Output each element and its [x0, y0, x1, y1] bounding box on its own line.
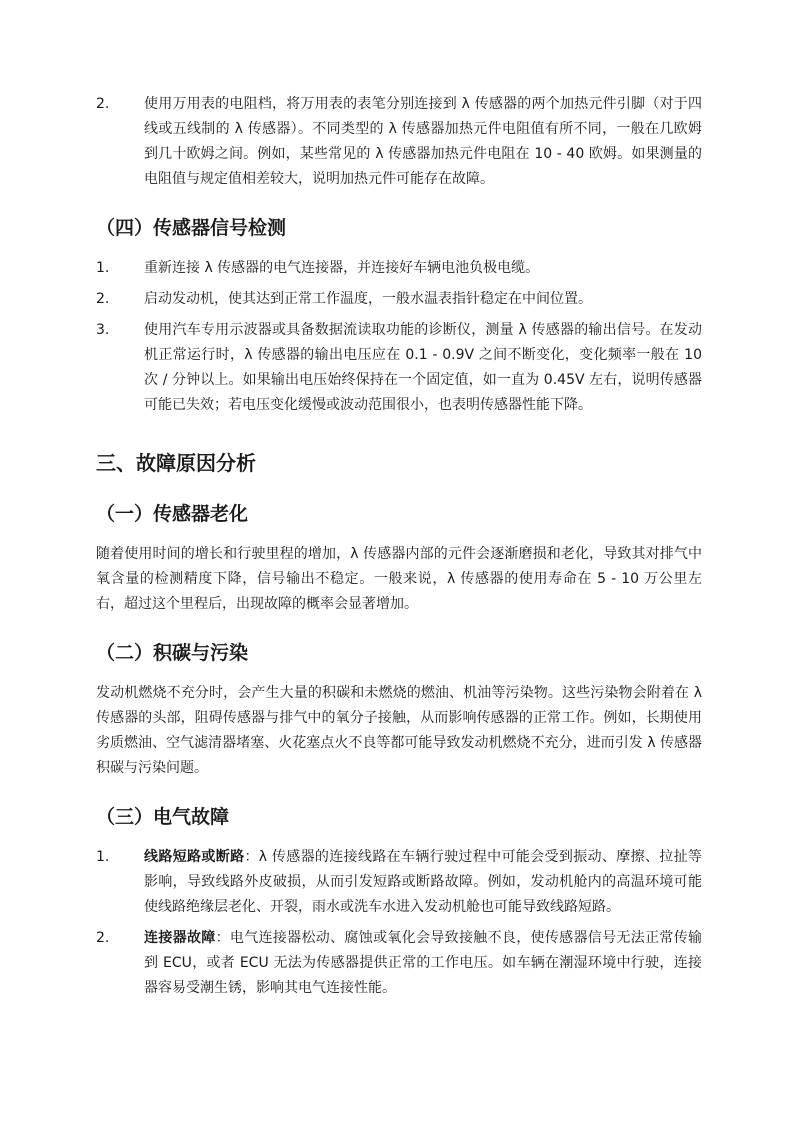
list-number: 3. [96, 322, 110, 338]
section-heading-aging: （一）传感器老化 [96, 503, 249, 525]
list-item [96, 92, 702, 192]
list-number: 1. [96, 849, 110, 865]
list-item-title: 线路短路或断路 [144, 849, 245, 865]
list-item-title: 连接器故障 [144, 930, 216, 946]
list-item [96, 256, 702, 281]
document-page [96, 92, 702, 1007]
list-item [96, 318, 702, 418]
chapter-heading-fault-causes: 三、故障原因分析 [96, 451, 256, 475]
list-text: 使用万用表的电阻档，将万用表的表笔分别连接到 λ 传感器的两个加热元件引脚（对于四线或五线制的 λ 传感器）。不同类型的 λ 传感器加热元件电阻值有所不同，一般在几欧姆到几十欧姆之间。例如，某些常见的 λ 传感器加热元件电阻在 10 - 40 欧姆。如果测量的电阻值与规定值相差较大，说明加热元件可能存在故障。 [144, 96, 702, 187]
list-number: 2. [96, 96, 110, 112]
section-heading-carbon: （二）积碳与污染 [96, 642, 249, 664]
list-number: 1. [96, 260, 110, 276]
list-item [96, 287, 702, 312]
list-item [96, 926, 702, 1001]
list-text: 启动发动机，使其达到正常工作温度，一般水温表指针稳定在中间位置。 [144, 291, 592, 307]
list-number: 2. [96, 930, 110, 946]
section-heading-electrical: （三）电气故障 [96, 806, 230, 828]
list-text: ：λ 传感器的连接线路在车辆行驶过程中可能会受到振动、摩擦、拉扯等影响，导致线路外皮破损，从而引发短路或断路故障。例如，发动机舱内的高温环境可能使线路绝缘层老化、开裂，雨水或洗车水进入发动机舱也可能导致线路短路。 [144, 849, 703, 915]
list-text: 使用汽车专用示波器或具备数据流读取功能的诊断仪，测量 λ 传感器的输出信号。在发动机正常运行时，λ 传感器的输出电压应在 0.1 - 0.9V 之间不断变化，变化频率一般在 10 次 / 分钟以上。如果输出电压始终保持在一个固定值，如一直为 0.45V 左右，说明传感器可能已失效；若电压变化缓慢或波动范围很小，也表明传感器性能下降。 [144, 322, 702, 413]
list-text: ：电气连接器松动、腐蚀或氧化会导致接触不良，使传感器信号无法正常传输到 ECU，或者 ECU 无法为传感器提供正常的工作电压。如车辆在潮湿环境中行驶，连接器容易受潮生锈，影响其电气连接性能。 [144, 930, 703, 996]
list-text: 重新连接 λ 传感器的电气连接器，并连接好车辆电池负极电缆。 [144, 260, 540, 276]
section-heading-signal-check: （四）传感器信号检测 [96, 217, 287, 239]
list-item [96, 845, 702, 920]
paragraph-aging: 随着使用时间的增长和行驶里程的增加，λ 传感器内部的元件会逐渐磨损和老化，导致其对排气中氧含量的检测精度下降，信号输出不稳定。一般来说，λ 传感器的使用寿命在 5 - 10 万公里左右，超过这个里程后，出现故障的概率会显著增加。 [96, 546, 702, 612]
paragraph-carbon: 发动机燃烧不充分时，会产生大量的积碳和未燃烧的燃油、机油等污染物。这些污染物会附着在 λ 传感器的头部，阻碍传感器与排气中的氧分子接触，从而影响传感器的正常工作。例如，长期使用劣质燃油、空气滤清器堵塞、火花塞点火不良等都可能导致发动机燃烧不充分，进而引发 λ 传感器积碳与污染问题。 [96, 685, 702, 776]
list-number: 2. [96, 291, 110, 307]
